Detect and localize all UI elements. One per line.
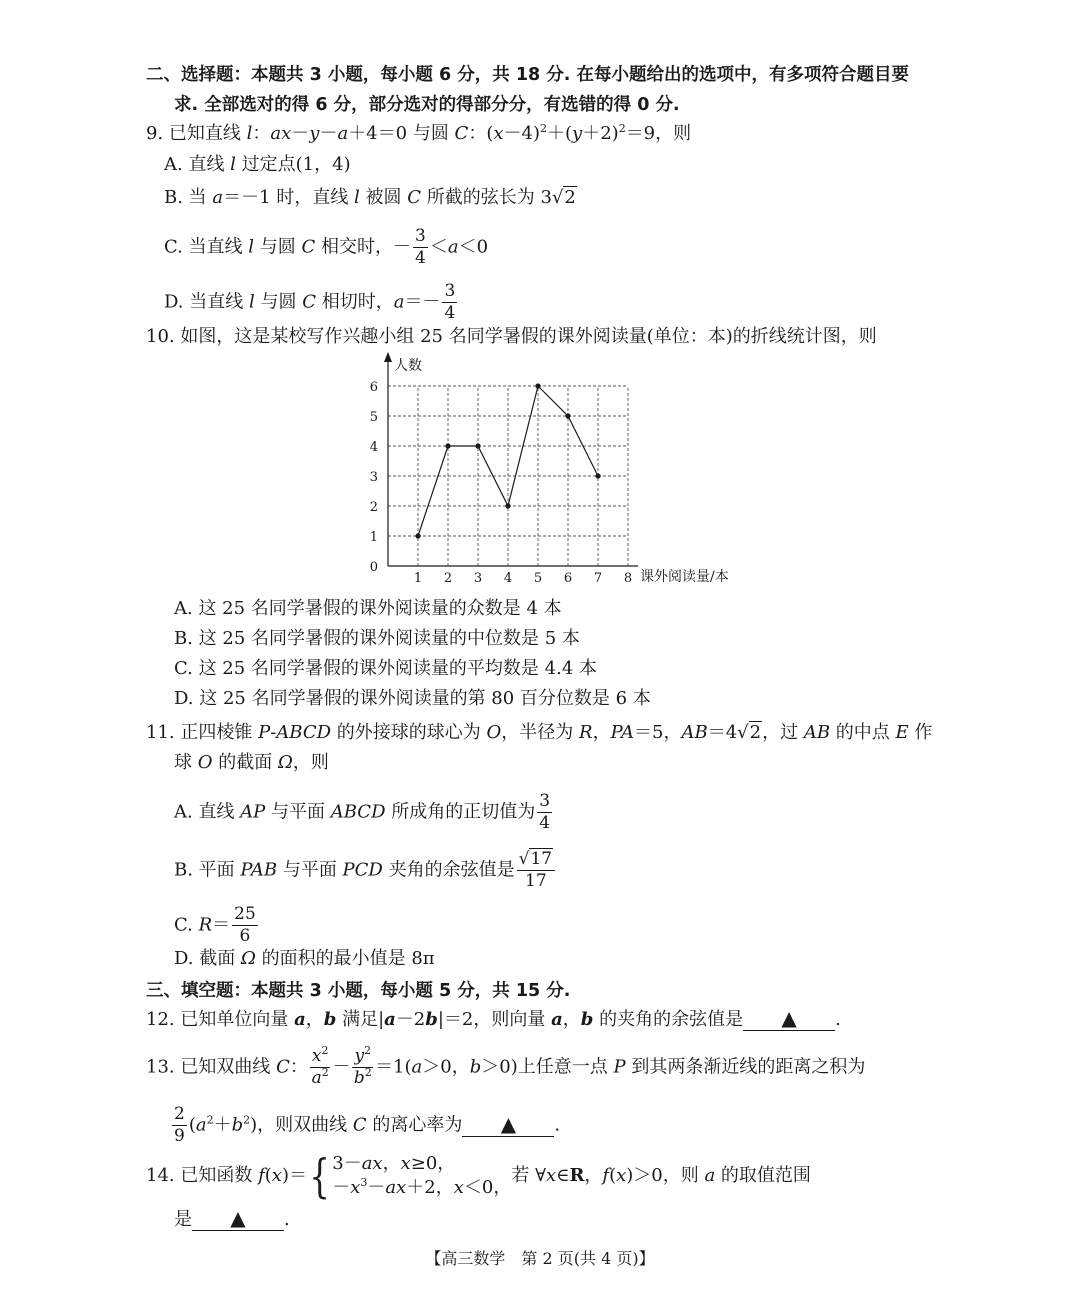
q9-option-b: B. 当 a＝－1 时，直线 l 被圆 C 所截的弦长为 3√2 (164, 187, 576, 208)
x-tick-label: 4 (503, 571, 513, 586)
q9-option-c: C. 当直线 l 与圆 C 相交时，－ $\frac{3}{4}$ ＜a＜0 (164, 226, 489, 268)
q11-option-c: C. R＝ $\frac{25}{6}$ (174, 904, 256, 946)
y-tick-label: 4 (369, 440, 378, 455)
chart-grid (388, 386, 628, 566)
y-tick-label: 6 (369, 380, 378, 395)
x-tick-label: 6 (563, 571, 573, 586)
q11-stem-line2: 球 O 的截面 Ω，则 (174, 752, 329, 773)
x-axis-label: 课外阅读量/本 (640, 569, 729, 585)
y-tick-label: 0 (369, 560, 378, 575)
q9-option-a: A. 直线 l 过定点(1，4) (164, 154, 351, 175)
section2-header-line2: 求. 全部选对的得 6 分，部分选对的得部分分，有选错的得 0 分. (174, 95, 680, 115)
data-point (535, 383, 540, 388)
q12-text: 12. 已知单位向量 a，b 满足|a－2b|＝2，则向量 a，b 的夹角的余弦值是 ▲ . (146, 1006, 841, 1030)
q11-stem-line1: 11. 正四棱锥 P-ABCD 的外接球的球心为 O，半径为 R，PA＝5，AB＝4√2，过 AB 的中点 E 作 (146, 722, 933, 743)
q10-stem: 10. 如图，这是某校写作兴趣小组 25 名同学暑假的课外阅读量(单位：本)的折线统计图，则 (146, 326, 877, 347)
data-point (505, 503, 510, 508)
data-point (415, 533, 420, 538)
q11-option-b: B. 平面 PAB 与平面 PCD 夹角的余弦值是 $\frac{√17}{17}$ (174, 851, 557, 890)
q14-line1: 14. 已知函数 f(x)＝{ 3－ax，x≥0， $-x^3-ax+2$，x＜0， 若 ∀x∈R，f(x)＞0，则 a 的取值范围 (146, 1149, 811, 1203)
y-tick-label: 2 (369, 500, 378, 515)
x-tick-label: 7 (593, 571, 603, 586)
q10-option-d: D. 这 25 名同学暑假的课外阅读量的第 80 百分位数是 6 本 (174, 688, 651, 709)
q10-option-c: C. 这 25 名同学暑假的课外阅读量的平均数是 4.4 本 (174, 658, 597, 679)
chart-ticks (370, 380, 632, 586)
q11-option-a: A. 直线 AP 与平面 ABCD 所成角的正切值为 $\frac{3}{4}$ (174, 791, 551, 833)
y-tick-label: 1 (369, 530, 378, 545)
blank-triangle-icon: ▲ (230, 1206, 246, 1230)
q13-line1: 13. 已知双曲线 C： $\frac{x^2}{a^2}$ － $\frac{y^2}{b^2}$ ＝1(a＞0，b＞0)上任意一点 P 到其两条渐近线的距离之积为 (146, 1044, 866, 1088)
data-point (475, 443, 480, 448)
section3-header: 三、填空题：本题共 3 小题，每小题 5 分，共 15 分. (146, 981, 571, 1001)
x-tick-label: 5 (533, 571, 543, 586)
section2-header-line1: 二、选择题：本题共 3 小题，每小题 6 分，共 18 分. 在每小题给出的选项中，有多项符合题目要 (146, 65, 909, 85)
y-axis-arrow (384, 352, 392, 362)
y-tick-label: 3 (369, 470, 378, 485)
data-point (565, 413, 570, 418)
y-tick-label: 5 (369, 410, 378, 425)
q13-answer-blank[interactable] (462, 1111, 554, 1137)
y-axis-label: 人数 (394, 358, 422, 374)
x-tick-label: 2 (443, 571, 453, 586)
x-tick-label: 1 (413, 571, 423, 586)
q12-answer-blank[interactable] (743, 1008, 835, 1031)
q13-line2: $\frac{2}{9}$ $(a^2+b^2)$，则双曲线 C 的离心率为 ▲ . (174, 1104, 561, 1146)
q10-option-a: A. 这 25 名同学暑假的课外阅读量的众数是 4 本 (174, 598, 562, 619)
q14-answer-blank[interactable] (192, 1208, 284, 1231)
data-point (445, 443, 450, 448)
x-tick-label: 8 (623, 571, 633, 586)
blank-triangle-icon: ▲ (781, 1006, 797, 1030)
data-point (595, 473, 600, 478)
x-tick-label: 3 (473, 571, 483, 586)
q11-option-d: D. 截面 Ω 的面积的最小值是 8π (174, 948, 435, 969)
q14-line2: 是 ▲ . (174, 1206, 290, 1230)
blank-triangle-icon: ▲ (500, 1111, 517, 1136)
q9-option-d: D. 当直线 l 与圆 C 相切时，a＝－ $\frac{3}{4}$ (164, 281, 456, 323)
q10-option-b: B. 这 25 名同学暑假的课外阅读量的中位数是 5 本 (174, 628, 580, 649)
q9-stem: 9. 已知直线 l：ax－y－a＋4＝0 与圆 C：$(x-4)^2+(y+2)^2=9$，则 (146, 122, 692, 144)
page-footer: 【高三数学 第 2 页(共 4 页)】 (425, 1249, 655, 1268)
reading-line-chart (340, 350, 760, 590)
